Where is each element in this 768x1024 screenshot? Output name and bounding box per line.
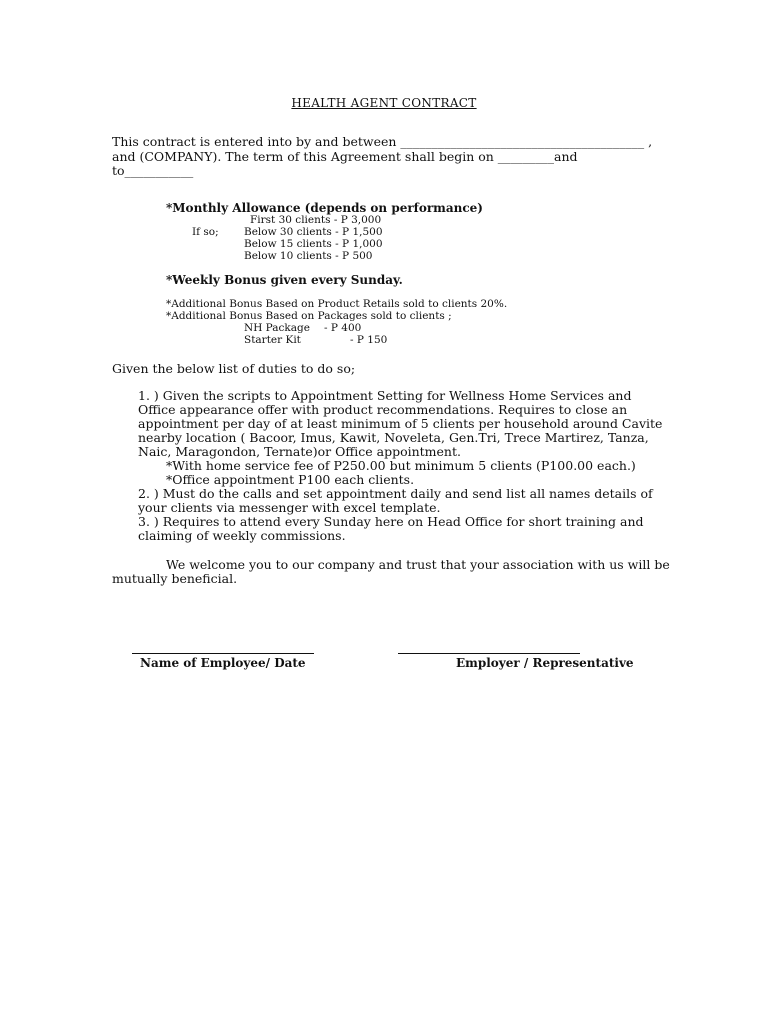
package-name-2: Starter Kit <box>244 334 301 346</box>
allowance-row-4: Below 10 clients - P 500 <box>244 250 373 262</box>
employer-signature-label: Employer / Representative <box>456 656 634 670</box>
allowance-row-1: First 30 clients - P 3,000 <box>250 214 382 226</box>
duty-line-1: 1. ) Given the scripts to Appointment Setting for Wellness Home Services and <box>138 388 632 403</box>
duty-line-9: your clients via messenger with excel template. <box>138 500 441 515</box>
bonus-line-1: *Additional Bonus Based on Product Retails sold to clients 20%. <box>166 298 508 310</box>
employer-signature-line <box>398 653 580 654</box>
duty-line-2: Office appearance offer with product recommendations. Requires to close an <box>138 402 628 417</box>
allowance-heading: *Monthly Allowance (depends on performance) <box>166 201 483 215</box>
duty-line-8: 2. ) Must do the calls and set appointment daily and send list all names details of <box>138 486 653 501</box>
intro-line-3: to___________ <box>112 163 194 178</box>
bonus-heading: *Weekly Bonus given every Sunday. <box>166 273 403 287</box>
bonus-line-2: *Additional Bonus Based on Packages sold to clients ; <box>166 310 452 322</box>
closing-line-1: We welcome you to our company and trust that your association with us will be <box>166 557 670 572</box>
duty-line-4: nearby location ( Bacoor, Imus, Kawit, Noveleta, Gen.Tri, Trece Martirez, Tanza, <box>138 430 649 445</box>
package-price-2: - P 150 <box>350 334 388 346</box>
duty-line-5: Naic, Maragondon, Ternate)or Office appointment. <box>138 444 461 459</box>
intro-line-2: and (COMPANY). The term of this Agreement shall begin on _________and <box>112 149 578 164</box>
allowance-row-3: Below 15 clients - P 1,000 <box>244 238 383 250</box>
employee-signature-label: Name of Employee/ Date <box>140 656 306 670</box>
package-price-1: - P 400 <box>324 322 362 334</box>
duty-line-7: *Office appointment P100 each clients. <box>166 472 415 487</box>
duty-line-3: appointment per day of at least minimum of 5 clients per household around Cavite <box>138 416 663 431</box>
closing-line-2: mutually beneficial. <box>112 571 238 586</box>
allowance-if-label: If so; <box>192 226 219 238</box>
duty-line-11: claiming of weekly commissions. <box>138 528 346 543</box>
document-title: HEALTH AGENT CONTRACT <box>291 96 477 110</box>
package-name-1: NH Package <box>244 322 310 334</box>
employee-signature-line <box>132 653 314 654</box>
allowance-row-2: Below 30 clients - P 1,500 <box>244 226 383 238</box>
duty-line-10: 3. ) Requires to attend every Sunday here on Head Office for short training and <box>138 514 644 529</box>
duty-line-6: *With home service fee of P250.00 but minimum 5 clients (P100.00 each.) <box>166 458 636 473</box>
duties-intro: Given the below list of duties to do so; <box>112 361 356 376</box>
intro-line-1: This contract is entered into by and between _______________________________________ , <box>112 134 653 149</box>
